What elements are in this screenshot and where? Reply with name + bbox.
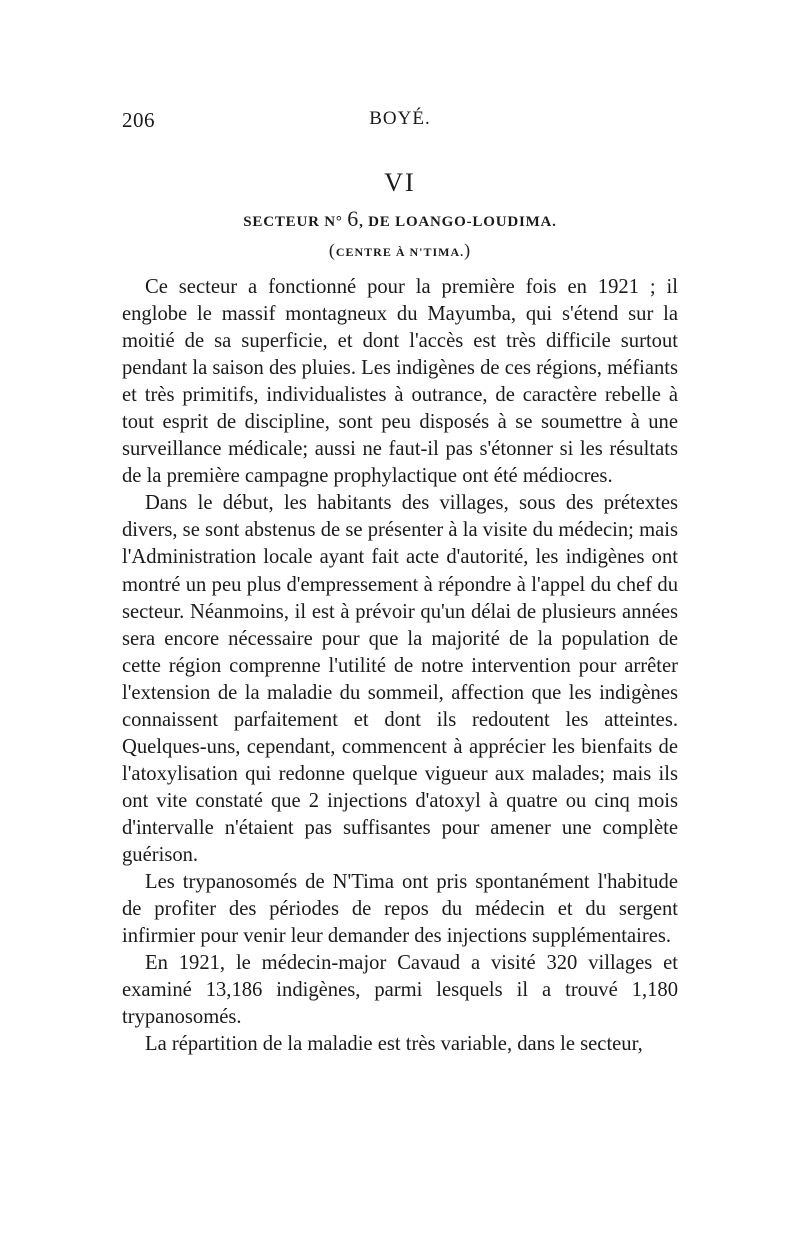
section-subtitle bbox=[0, 240, 800, 261]
body-text bbox=[122, 274, 678, 1058]
paragraph: Les trypanosomés de N'Tima ont pris spontanément l'habitude de profiter des périodes de repos du médecin et du sergent infirmier pour venir leur demander des injections supplémentaires. bbox=[122, 871, 678, 948]
subtitle-close-paren: ) bbox=[464, 240, 472, 260]
running-title: BOYÉ. bbox=[369, 108, 431, 129]
section-number: VI bbox=[384, 168, 416, 197]
paragraph: Dans le début, les habitants des villages, sous des prétextes divers, se sont abstenus de se présenter à la visite du médecin; mais l'Administration locale ayant fait acte d'autorité, les indigènes ont montré un peu plus d'empressement à répondre à l'appel du chef du secteur. Néanmoins, il est à prévoir qu'un délai de plusieurs années sera encore nécessaire pour que la majorité de la population de cette région comprenne l'utilité de notre intervention pour arrêter l'extension de la maladie du sommeil, affection que les indigènes connaissent parfaitement et dont ils redoutent les atteintes. Quelques-uns, cependant, commencent à apprécier les bienfaits de l'atoxylisation qui redonne quelque vigueur aux malades; mais ils ont vite constaté que 2 injections d'atoxyl à quatre ou cinq mois d'intervalle n'étaient pas suffisantes pour amener une complète guérison. bbox=[122, 492, 678, 866]
section-title bbox=[0, 206, 800, 232]
paragraph: La répartition de la maladie est très variable, dans le secteur, bbox=[145, 1033, 643, 1056]
paragraph: Ce secteur a fonctionné pour la première fois en 1921 ; il englobe le massif montagneux du Mayumba, qui s'étend sur la moitié de sa superficie, et dont l'accès est très difficile surtout pendant la saison des pluies. Les indigènes de ces régions, méfiants et très primitifs, individualistes à outrance, de caractère rebelle à tout esprit de discipline, sont peu disposés à se soumettre à une surveillance médicale; aussi ne faut-il pas s'étonner si les résultats de la première campagne prophylactique ont été médiocres. bbox=[122, 276, 678, 488]
subtitle-text: CENTRE À N'TIMA. bbox=[335, 245, 465, 259]
section-title-prefix: SECTEUR N° bbox=[243, 214, 348, 230]
section-title-number: 6 bbox=[347, 206, 360, 231]
page-number: 206 bbox=[122, 108, 155, 132]
subtitle-open-paren: ( bbox=[328, 240, 336, 260]
section-title-suffix: , DE LOANGO-LOUDIMA. bbox=[359, 214, 557, 230]
paragraph: En 1921, le médecin-major Cavaud a visité 320 villages et examiné 13,186 indigènes, parmi lesquels il a trouvé 1,180 trypanosomés. bbox=[122, 952, 678, 1029]
running-head bbox=[122, 108, 678, 138]
